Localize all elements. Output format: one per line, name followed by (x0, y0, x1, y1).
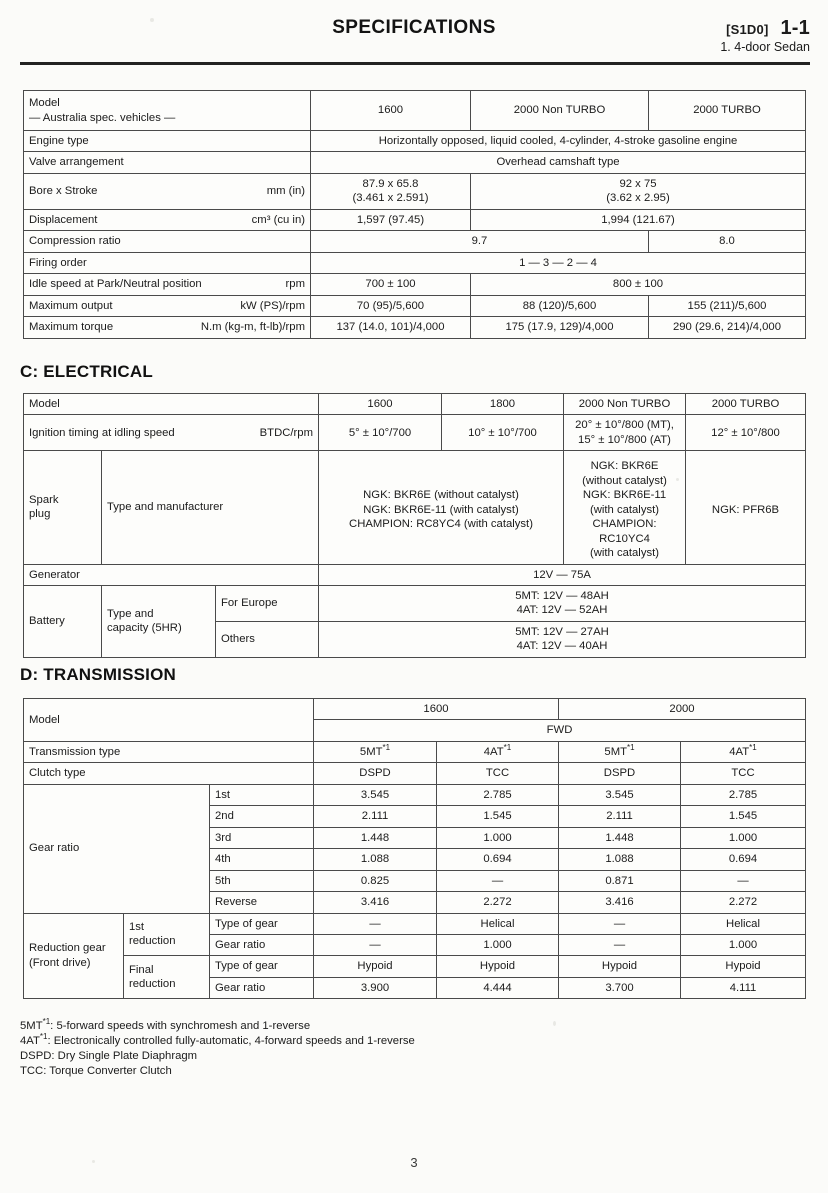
row-label-ignition-timing: Ignition timing at idling speed (29, 426, 175, 439)
scan-speck (553, 1021, 556, 1026)
table-row (24, 913, 806, 934)
electrical-spec-table-wrapper (23, 393, 806, 658)
row-label-bore-stroke: Bore x Stroke (29, 185, 98, 198)
row-value-clutch-2000-mt: DSPD (559, 763, 681, 784)
gear-label-2nd: 2nd (210, 806, 314, 827)
table-row (24, 763, 806, 784)
reduction-final-type-1600-mt: Hypoid (314, 956, 437, 977)
row-value-compression-8-0: 8.0 (649, 231, 806, 252)
scan-speck (92, 1160, 95, 1163)
row-label-compression-ratio: Compression ratio (24, 231, 311, 252)
reduction-final-type-2000-at: Hypoid (681, 956, 806, 977)
row-value-max-output-2000nt: 88 (120)/5,600 (471, 295, 649, 316)
row-label-displacement-cell (24, 209, 311, 230)
page-number: 3 (410, 1155, 418, 1170)
gear-3rd-2000-mt: 1.448 (559, 827, 681, 848)
row-value-displacement-2000: 1,994 (121.67) (471, 209, 806, 230)
row-label-reduction-gear: Reduction gear (Front drive) (24, 913, 124, 999)
table-row (24, 152, 806, 173)
section-heading-transmission: D: TRANSMISSION (20, 665, 176, 684)
reduction-1st-ratio-1600-at: 1.000 (437, 934, 559, 955)
gear-2nd-2000-mt: 2.111 (559, 806, 681, 827)
gear-1st-1600-at: 2.785 (437, 784, 559, 805)
row-label-max-torque: Maximum torque (29, 321, 114, 334)
gear-reverse-1600-at: 2.272 (437, 892, 559, 913)
table-row (24, 784, 806, 805)
row-unit-displacement: cm³ (cu in) (251, 213, 305, 226)
gear-3rd-1600-mt: 1.448 (314, 827, 437, 848)
engine-col-1600: 1600 (311, 91, 471, 131)
table-row (24, 252, 806, 273)
reduction-final-type-label: Type of gear (210, 956, 314, 977)
header-divider (20, 62, 810, 65)
section-code: [S1D0] (726, 22, 769, 37)
engine-model-label-cell (24, 91, 311, 131)
row-value-generator: 12V — 75A (319, 564, 806, 585)
row-value-ignition-1600: 5° ± 10°/700 (319, 415, 442, 451)
gear-5th-1600-at: — (437, 870, 559, 891)
reduction-final-ratio-2000-mt: 3.700 (559, 977, 681, 998)
row-value-ignition-2000t: 12° ± 10°/800 (686, 415, 806, 451)
footnotes (20, 1019, 415, 1079)
row-sublabel-spark-plug: Type and manufacturer (102, 451, 319, 564)
row-label-firing-order: Firing order (24, 252, 311, 273)
table-row (24, 956, 806, 977)
reduction-1st-type-1600-at: Helical (437, 913, 559, 934)
gear-label-5th: 5th (210, 870, 314, 891)
reduction-final-type-2000-mt: Hypoid (559, 956, 681, 977)
gear-label-1st: 1st (210, 784, 314, 805)
engine-model-label: Model (29, 97, 60, 110)
engine-model-sublabel: — Australia spec. vehicles — (29, 111, 176, 124)
header-right-group (726, 17, 810, 40)
row-value-ignition-1800: 10° ± 10°/700 (442, 415, 564, 451)
row-unit-ignition-timing: BTDC/rpm (259, 426, 313, 439)
row-value-idle-2000: 800 ± 100 (471, 274, 806, 295)
transmission-drive-type: FWD (314, 720, 806, 741)
row-region-others: Others (216, 621, 319, 657)
gear-1st-2000-mt: 3.545 (559, 784, 681, 805)
table-row (24, 741, 806, 762)
row-value-spark-plug-2000t: NGK: PFR6B (686, 451, 806, 564)
reduction-1st-type-label: Type of gear (210, 913, 314, 934)
table-row (24, 415, 806, 451)
row-value-idle-1600: 700 ± 100 (311, 274, 471, 295)
row-value-trans-type-2000-at: 4AT$^{*1}$ (681, 741, 806, 762)
electrical-col-1800: 1800 (442, 394, 564, 415)
row-label-bore-stroke-cell (24, 173, 311, 209)
gear-5th-1600-mt: 0.825 (314, 870, 437, 891)
electrical-col-2000-non-turbo: 2000 Non TURBO (564, 394, 686, 415)
section-page-ref: 1-1 (780, 17, 810, 39)
row-label-max-torque-cell (24, 317, 311, 338)
row-label-max-output-cell (24, 295, 311, 316)
row-value-engine-type: Horizontally opposed, liquid cooled, 4-cylinder, 4-stroke gasoline engine (311, 131, 806, 152)
row-value-max-output-2000t: 155 (211)/5,600 (649, 295, 806, 316)
table-row (24, 317, 806, 338)
gear-2nd-2000-at: 1.545 (681, 806, 806, 827)
gear-1st-2000-at: 2.785 (681, 784, 806, 805)
scan-speck (150, 18, 154, 22)
row-value-compression-9-7: 9.7 (311, 231, 649, 252)
gear-label-reverse: Reverse (210, 892, 314, 913)
electrical-col-2000-turbo: 2000 TURBO (686, 394, 806, 415)
engine-spec-table (23, 90, 806, 339)
row-label-idle-speed-cell (24, 274, 311, 295)
table-row (24, 231, 806, 252)
table-row-header (24, 394, 806, 415)
row-value-trans-type-2000-mt: 5MT$^{*1}$ (559, 741, 681, 762)
reduction-final-ratio-label: Gear ratio (210, 977, 314, 998)
row-label-transmission-type: Transmission type (24, 741, 314, 762)
page-header (0, 0, 828, 62)
row-unit-max-output: kW (PS)/rpm (240, 299, 305, 312)
table-row (24, 173, 806, 209)
row-unit-idle-speed: rpm (285, 278, 305, 291)
footnote-4at: 4AT$^{*1}$: Electronically controlled fully-automatic, 4-forward speeds and 1-reverse (20, 1032, 415, 1048)
row-label-spark-plug: Spark plug (24, 451, 102, 564)
transmission-spec-table-wrapper (23, 698, 806, 999)
table-row-header (24, 699, 806, 720)
row-value-max-torque-1600: 137 (14.0, 101)/4,000 (311, 317, 471, 338)
section-heading-electrical: C: ELECTRICAL (20, 362, 153, 381)
gear-5th-2000-mt: 0.871 (559, 870, 681, 891)
reduction-group-1st: 1st reduction (124, 913, 210, 956)
transmission-group-2000: 2000 (559, 699, 806, 720)
row-value-max-output-1600: 70 (95)/5,600 (311, 295, 471, 316)
reduction-1st-ratio-2000-at: 1.000 (681, 934, 806, 955)
table-row (24, 451, 806, 564)
engine-col-2000-turbo: 2000 TURBO (649, 91, 806, 131)
row-value-spark-plug-1600-1800: NGK: BKR6E (without catalyst) NGK: BKR6E-11 (with catalyst) CHAMPION: RC8YC4 (with catalyst) (319, 451, 564, 564)
row-value-battery-others: 5MT: 12V — 27AH 4AT: 12V — 40AH (319, 621, 806, 657)
reduction-1st-type-2000-mt: — (559, 913, 681, 934)
row-value-valve-arrangement: Overhead camshaft type (311, 152, 806, 173)
row-label-battery: Battery (24, 585, 102, 657)
gear-4th-2000-at: 0.694 (681, 849, 806, 870)
gear-label-4th: 4th (210, 849, 314, 870)
gear-1st-1600-mt: 3.545 (314, 784, 437, 805)
table-row (24, 131, 806, 152)
reduction-1st-ratio-1600-mt: — (314, 934, 437, 955)
row-value-max-torque-2000nt: 175 (17.9, 129)/4,000 (471, 317, 649, 338)
reduction-final-ratio-1600-at: 4.444 (437, 977, 559, 998)
gear-3rd-2000-at: 1.000 (681, 827, 806, 848)
row-value-firing-order: 1 — 3 — 2 — 4 (311, 252, 806, 273)
row-value-trans-type-1600-at: 4AT$^{*1}$ (437, 741, 559, 762)
gear-5th-2000-at: — (681, 870, 806, 891)
gear-4th-1600-mt: 1.088 (314, 849, 437, 870)
engine-col-2000-non-turbo: 2000 Non TURBO (471, 91, 649, 131)
electrical-model-label: Model (24, 394, 319, 415)
row-unit-bore-stroke: mm (in) (266, 185, 305, 198)
reduction-1st-ratio-label: Gear ratio (210, 934, 314, 955)
row-sublabel-battery: Type and capacity (5HR) (102, 585, 216, 657)
row-label-idle-speed: Idle speed at Park/Neutral position (29, 278, 202, 291)
row-label-engine-type: Engine type (24, 131, 311, 152)
transmission-group-1600: 1600 (314, 699, 559, 720)
footnote-dspd: DSPD: Dry Single Plate Diaphragm (20, 1050, 198, 1063)
reduction-1st-type-1600-mt: — (314, 913, 437, 934)
row-value-displacement-1600: 1,597 (97.45) (311, 209, 471, 230)
table-row-header (24, 91, 806, 131)
row-label-generator: Generator (24, 564, 319, 585)
row-label-gear-ratio: Gear ratio (24, 784, 210, 913)
row-value-spark-plug-2000nt: NGK: BKR6E (without catalyst) NGK: BKR6E-11 (with catalyst) CHAMPION: RC10YC4 (with catalyst) (564, 451, 686, 564)
row-value-clutch-1600-mt: DSPD (314, 763, 437, 784)
row-value-battery-for-europe: 5MT: 12V — 48AH 4AT: 12V — 52AH (319, 585, 806, 621)
gear-2nd-1600-mt: 2.111 (314, 806, 437, 827)
gear-label-3rd: 3rd (210, 827, 314, 848)
page-title: SPECIFICATIONS (332, 17, 496, 38)
gear-reverse-2000-at: 2.272 (681, 892, 806, 913)
footnote-5mt: 5MT$^{*1}$: 5-forward speeds with synchromesh and 1-reverse (20, 1017, 311, 1032)
gear-4th-2000-mt: 1.088 (559, 849, 681, 870)
transmission-model-label: Model (24, 699, 314, 742)
reduction-group-final: Final reduction (124, 956, 210, 999)
scan-speck (676, 478, 679, 481)
table-row (24, 274, 806, 295)
row-region-for-europe: For Europe (216, 585, 319, 621)
header-subtitle: 1. 4-door Sedan (720, 40, 810, 54)
row-value-clutch-2000-at: TCC (681, 763, 806, 784)
row-label-ignition-timing-cell (24, 415, 319, 451)
row-label-clutch-type: Clutch type (24, 763, 314, 784)
gear-reverse-2000-mt: 3.416 (559, 892, 681, 913)
gear-reverse-1600-mt: 3.416 (314, 892, 437, 913)
row-label-valve-arrangement: Valve arrangement (24, 152, 311, 173)
row-value-trans-type-1600-mt: 5MT$^{*1}$ (314, 741, 437, 762)
table-row (24, 209, 806, 230)
table-row (24, 585, 806, 621)
row-value-bore-stroke-1600: 87.9 x 65.8 (3.461 x 2.591) (311, 173, 471, 209)
gear-3rd-1600-at: 1.000 (437, 827, 559, 848)
transmission-spec-table (23, 698, 806, 999)
row-unit-max-torque: N.m (kg-m, ft-lb)/rpm (200, 321, 305, 334)
electrical-spec-table (23, 393, 806, 658)
reduction-1st-type-2000-at: Helical (681, 913, 806, 934)
table-row (24, 564, 806, 585)
row-label-max-output: Maximum output (29, 299, 113, 312)
reduction-final-type-1600-at: Hypoid (437, 956, 559, 977)
gear-2nd-1600-at: 1.545 (437, 806, 559, 827)
footnote-tcc: TCC: Torque Converter Clutch (20, 1065, 172, 1078)
reduction-final-ratio-2000-at: 4.111 (681, 977, 806, 998)
row-value-clutch-1600-at: TCC (437, 763, 559, 784)
engine-spec-table-wrapper (23, 90, 806, 339)
row-value-max-torque-2000t: 290 (29.6, 214)/4,000 (649, 317, 806, 338)
row-value-bore-stroke-2000: 92 x 75 (3.62 x 2.95) (471, 173, 806, 209)
table-row (24, 295, 806, 316)
gear-4th-1600-at: 0.694 (437, 849, 559, 870)
reduction-1st-ratio-2000-mt: — (559, 934, 681, 955)
reduction-final-ratio-1600-mt: 3.900 (314, 977, 437, 998)
row-value-ignition-2000nt: 20° ± 10°/800 (MT), 15° ± 10°/800 (AT) (564, 415, 686, 451)
electrical-col-1600: 1600 (319, 394, 442, 415)
row-label-displacement: Displacement (29, 213, 98, 226)
